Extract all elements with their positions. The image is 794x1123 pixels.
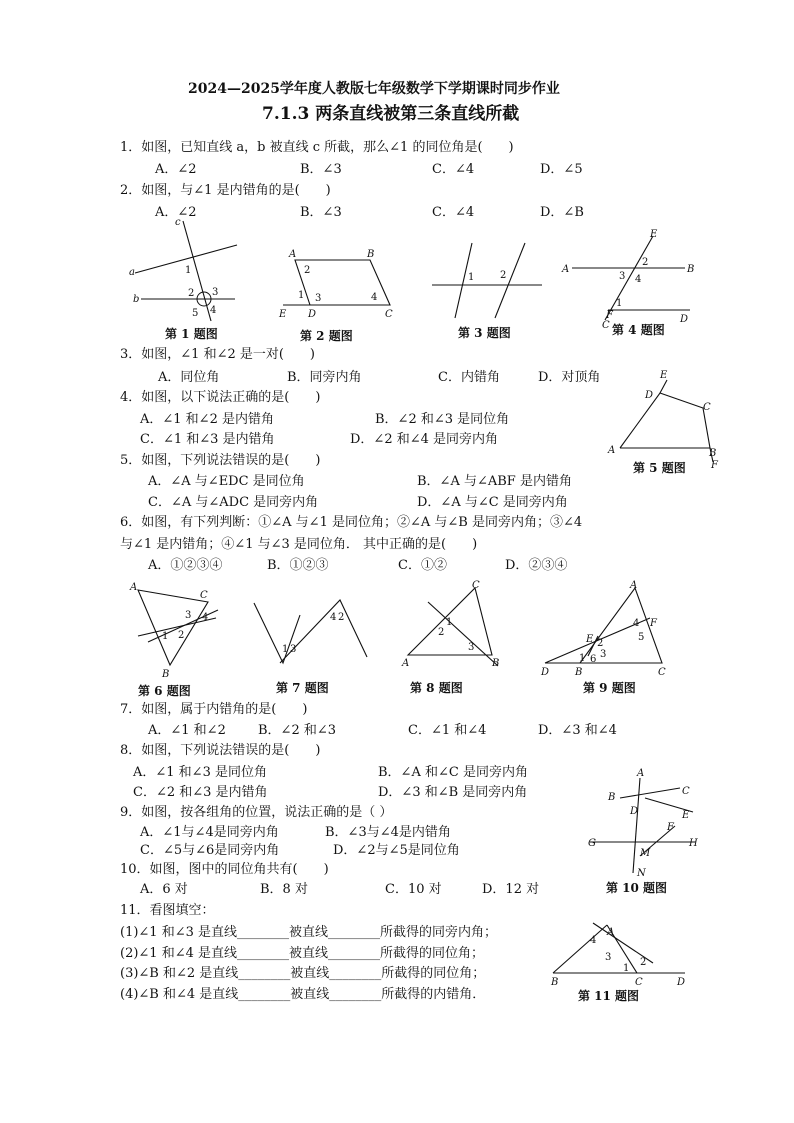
q3-option-c[interactable]: C．内错角: [438, 370, 500, 385]
f10-label-n: F: [667, 822, 674, 833]
q9-stem: 9．如图，按各组角的位置，说法正确的是（ ）: [120, 805, 393, 820]
f7-angle-3: 3: [290, 644, 297, 655]
f9-label-d: D: [541, 667, 550, 678]
figure-5: [605, 368, 725, 471]
f9-label-b: B: [575, 667, 583, 678]
q1-option-d[interactable]: D．∠5: [540, 162, 583, 177]
fig2-caption: 第 2 题图: [300, 329, 353, 343]
q1-option-b[interactable]: B．∠3: [300, 162, 342, 177]
fig3-caption: 第 3 题图: [458, 326, 511, 340]
f4-label-e: E: [650, 229, 658, 240]
f4-label-f: F: [606, 310, 613, 321]
figure-3: [430, 240, 545, 320]
f4-angle-3: 3: [619, 271, 626, 282]
q11-item-3[interactable]: (3)∠B 和∠2 是直线________被直线________所截得的同位角；: [120, 966, 486, 981]
f6-angle-1: 1: [162, 631, 169, 642]
q3-option-b[interactable]: B．同旁内角: [287, 370, 362, 385]
series-header: 2024—2025学年度人教版七年级数学下学期课时同步作业: [188, 81, 560, 97]
f9-label-e: E: [586, 634, 594, 645]
f9-label-a: A: [630, 580, 638, 591]
page-title: 7.1.3 两条直线被第三条直线所截: [262, 104, 520, 124]
f9-angle-2: 2: [597, 638, 604, 649]
f6-label-a: A: [130, 582, 138, 593]
f11-label-a: A: [607, 927, 615, 938]
figure-7: [250, 595, 370, 670]
f11-label-c: C: [635, 977, 643, 988]
fig9-caption: 第 9 题图: [583, 681, 636, 695]
q11-item-2[interactable]: (2)∠1 和∠4 是直线________被直线________所截得的同位角；: [120, 946, 485, 961]
fig11-caption: 第 11 题图: [578, 989, 640, 1003]
f8-label-b: B: [492, 658, 500, 669]
f11-angle-4: 4: [590, 935, 597, 946]
f2-angle-2: 2: [304, 265, 311, 276]
f1-angle-1: 1: [185, 265, 192, 276]
q1-option-a[interactable]: A．∠2: [155, 162, 197, 177]
f6-label-b: B: [162, 669, 170, 680]
f9-label-c: C: [658, 667, 666, 678]
fig4-caption: 第 4 题图: [612, 323, 665, 337]
q1-option-c[interactable]: C．∠4: [432, 162, 475, 177]
q2-option-a[interactable]: A．∠2: [155, 205, 197, 220]
q10-option-c[interactable]: C．10 对: [385, 882, 442, 897]
f4-angle-1: 1: [616, 298, 623, 309]
f10-label-d: H: [689, 838, 698, 849]
f2-label-b: B: [367, 249, 375, 260]
fig7-caption: 第 7 题图: [276, 681, 329, 695]
q5-stem: 5．如图，下列说法错误的是( ): [120, 453, 321, 468]
f6-angle-4: 4: [202, 612, 209, 623]
q9-option-d[interactable]: D．∠2与∠5是同位角: [333, 843, 460, 858]
f10-label-h: M: [640, 848, 651, 859]
f10-label-e: A: [637, 768, 645, 779]
f8-angle-2: 2: [438, 627, 445, 638]
q10-option-b[interactable]: B．8 对: [260, 882, 308, 897]
f2-label-e: E: [279, 309, 287, 320]
q8-option-d[interactable]: D．∠3 和∠B 是同旁内角: [378, 785, 528, 800]
q6-option-d[interactable]: D．②③④: [505, 558, 568, 573]
f2-label-a: A: [289, 249, 297, 260]
f9-angle-1: 1: [579, 653, 586, 664]
q9-option-b[interactable]: B．∠3与∠4是内错角: [325, 825, 451, 840]
q5-option-c[interactable]: C．∠A 与∠ADC 是同旁内角: [148, 495, 319, 510]
f1-angle-4: 4: [210, 305, 217, 316]
q6-option-b[interactable]: B．①②③: [267, 558, 329, 573]
q8-option-b[interactable]: B．∠A 和∠C 是同旁内角: [378, 765, 528, 780]
q4-stem: 4．如图，以下说法正确的是( ): [120, 390, 321, 405]
f9-angle-6: 6: [590, 654, 597, 665]
q8-stem: 8．如图，下列说法错误的是( ): [120, 743, 321, 758]
f1-label-c: c: [175, 217, 181, 228]
f1-label-a: a: [129, 267, 135, 278]
q11-item-4[interactable]: (4)∠B 和∠4 是直线________被直线________所截得的内错角．: [120, 987, 486, 1002]
fig5-caption: 第 5 题图: [633, 461, 686, 475]
f5-label-b: B: [709, 448, 717, 459]
f4-angle-4: 4: [635, 274, 642, 285]
q2-option-b[interactable]: B．∠3: [300, 205, 342, 220]
fig8-caption: 第 8 题图: [410, 681, 463, 695]
fig10-caption: 第 10 题图: [606, 881, 668, 895]
f6-angle-3: 3: [185, 610, 192, 621]
f1-angle-3: 3: [212, 287, 219, 298]
f8-label-c: C: [472, 580, 480, 591]
q1-stem: 1．如图，已知直线 a，b 被直线 c 所截，那么∠1 的同位角是( ): [120, 140, 514, 155]
f2-angle-4: 4: [371, 292, 378, 303]
f10-label-c: G: [588, 838, 596, 849]
f11-label-b: B: [551, 977, 559, 988]
figure-2: [275, 245, 405, 320]
q8-option-c[interactable]: C．∠2 和∠3 是内错角: [133, 785, 268, 800]
q9-option-c[interactable]: C．∠5与∠6是同旁内角: [140, 843, 280, 858]
f11-angle-1: 1: [623, 963, 630, 974]
f10-label-b: E: [682, 810, 690, 821]
f8-angle-3: 3: [468, 642, 475, 653]
f1-label-b: b: [133, 294, 140, 305]
f2-label-d: D: [308, 309, 317, 320]
figure-11: [545, 915, 695, 990]
q11-item-1[interactable]: (1)∠1 和∠3 是直线________被直线________所截得的同旁内角；: [120, 925, 498, 940]
q2-option-d[interactable]: D．∠B: [540, 205, 584, 220]
q7-option-d[interactable]: D．∠3 和∠4: [538, 723, 617, 738]
q10-option-a[interactable]: A．6 对: [140, 882, 188, 897]
f10-label-g: D: [630, 806, 639, 817]
q10-option-d[interactable]: D．12 对: [482, 882, 540, 897]
q7-option-c[interactable]: C．∠1 和∠4: [408, 723, 487, 738]
f8-angle-1: 1: [446, 617, 453, 628]
f11-label-d: D: [677, 977, 686, 988]
f4-label-b: B: [687, 264, 695, 275]
q5-option-a[interactable]: A．∠A 与∠EDC 是同位角: [148, 474, 305, 489]
q2-option-c[interactable]: C．∠4: [432, 205, 475, 220]
f11-angle-3: 3: [605, 952, 612, 963]
q5-option-d[interactable]: D．∠A 与∠C 是同旁内角: [417, 495, 568, 510]
f2-label-c: C: [385, 309, 393, 320]
q4-option-b[interactable]: B．∠2 和∠3 是同位角: [375, 412, 510, 427]
f8-label-a: A: [402, 658, 410, 669]
q6-option-c[interactable]: C．①②: [398, 558, 447, 573]
f4-label-c: C: [602, 320, 610, 331]
f1-angle-5: 5: [192, 308, 199, 319]
q2-stem: 2．如图，与∠1 是内错角的是( ): [120, 183, 331, 198]
q4-option-c[interactable]: C．∠1 和∠3 是内错角: [140, 432, 275, 447]
f11-angle-2: 2: [640, 957, 647, 968]
q9-option-a[interactable]: A．∠1与∠4是同旁内角: [140, 825, 279, 840]
figure-8: [400, 580, 510, 670]
f3-angle-1: 1: [468, 272, 475, 283]
q7-option-b[interactable]: B．∠2 和∠3: [258, 723, 337, 738]
f3-angle-2: 2: [500, 270, 507, 281]
figure-1: [125, 215, 245, 325]
f6-label-c: C: [200, 590, 208, 601]
f9-label-f: F: [650, 618, 657, 629]
q6-option-a[interactable]: A．①②③④: [148, 558, 223, 573]
q3-stem: 3．如图，∠1 和∠2 是一对( ): [120, 347, 316, 362]
q3-option-d[interactable]: D．对顶角: [538, 370, 601, 385]
f9-angle-4: 4: [633, 618, 640, 629]
f5-label-e: E: [660, 370, 668, 381]
f2-angle-3: 3: [315, 293, 322, 304]
figure-10: [585, 768, 710, 878]
f2-angle-1: 1: [298, 290, 305, 301]
f4-angle-2: 2: [642, 257, 649, 268]
q6-stem-line2: 与∠1 是内错角；④∠1 与∠3 是同位角． 其中正确的是( ): [120, 537, 478, 552]
f7-angle-4: 4: [330, 612, 337, 623]
q10-stem: 10．如图，图中的同位角共有( ): [120, 862, 329, 877]
f7-angle-1: 1: [282, 644, 289, 655]
f9-angle-5: 5: [638, 632, 645, 643]
f5-label-a: A: [608, 445, 616, 456]
f5-label-f: F: [711, 460, 718, 471]
f10-label-a: B: [608, 792, 616, 803]
fig1-caption: 第 1 题图: [165, 327, 218, 341]
figure-9: [540, 578, 675, 678]
f6-angle-2: 2: [178, 630, 185, 641]
f9-angle-3: 3: [600, 649, 607, 660]
q7-stem: 7．如图，属于内错角的是( ): [120, 702, 308, 717]
q7-option-a[interactable]: A．∠1 和∠2: [148, 723, 226, 738]
q4-option-d[interactable]: D．∠2 和∠4 是同旁内角: [350, 432, 499, 447]
fig6-caption: 第 6 题图: [138, 684, 191, 698]
f10-label-f: N: [637, 868, 646, 879]
q5-option-b[interactable]: B．∠A 与∠ABF 是内错角: [417, 474, 572, 489]
f5-label-c: C: [703, 402, 711, 413]
q6-stem-line1: 6．如图，有下列判断：①∠A 与∠1 是同位角；②∠A 与∠B 是同旁内角；③∠4: [120, 515, 583, 530]
figure-6: [128, 580, 228, 680]
f4-label-d: D: [680, 314, 689, 325]
f7-angle-2: 2: [338, 612, 345, 623]
q3-option-a[interactable]: A．同位角: [158, 370, 220, 385]
f10-label-m: C: [682, 786, 690, 797]
q11-stem: 11．看图填空：: [120, 903, 215, 918]
q8-option-a[interactable]: A．∠1 和∠3 是同位角: [133, 765, 267, 780]
f1-angle-2: 2: [188, 288, 195, 299]
q4-option-a[interactable]: A．∠1 和∠2 是内错角: [140, 412, 274, 427]
f5-label-d: D: [645, 390, 654, 401]
f4-label-a: A: [562, 264, 570, 275]
